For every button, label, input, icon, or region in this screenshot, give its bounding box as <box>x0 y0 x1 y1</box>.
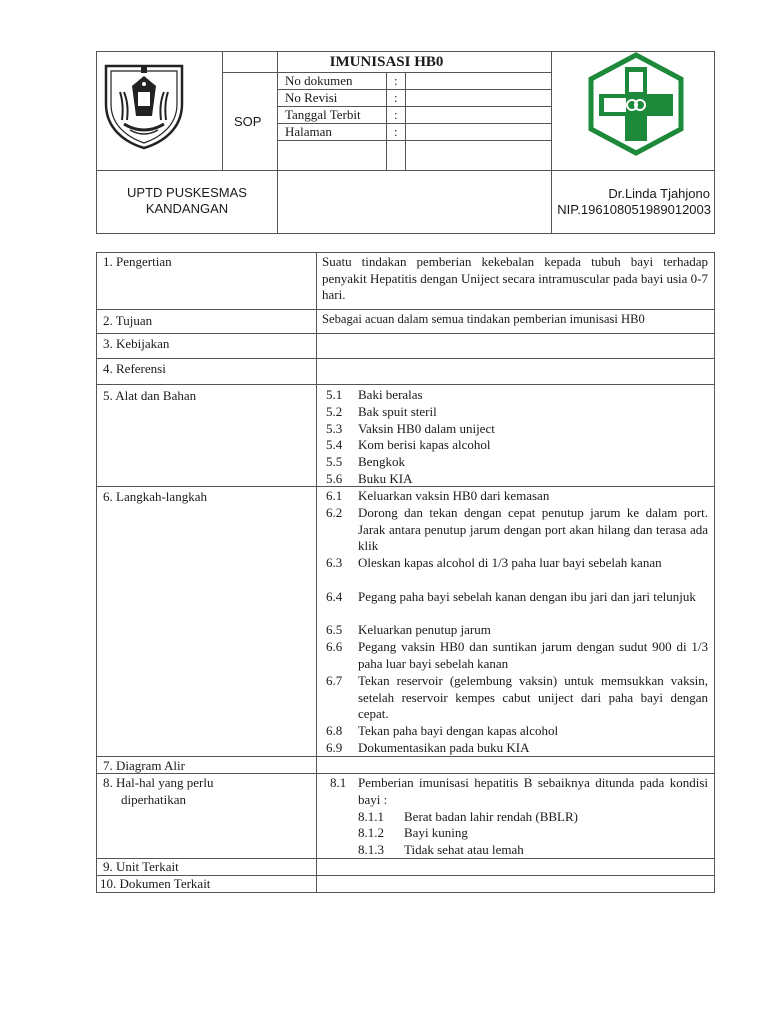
list-number: 6.3 <box>326 555 343 571</box>
list-item: Bak spuit steril <box>358 403 437 419</box>
signer-name: Dr.Linda Tjahjono <box>608 186 710 201</box>
list-item: Keluarkan penutup jarum <box>358 622 491 638</box>
row-label-pengertian: 1. Pengertian <box>103 254 172 269</box>
list-item: Pemberian imunisasi hepatitis B sebaiknya ditunda pada kondisi bayi : <box>358 775 708 807</box>
list-item: Tidak sehat atau lemah <box>404 842 524 858</box>
list-number: 6.2 <box>326 504 343 520</box>
meta-sep: : <box>394 73 398 88</box>
row-content-pengertian: Suatu tindakan pemberian kekebalan kepada tubuh bayi terhadap penyakit Hepatitis dengan Uniject secara intramuscular pada bayi usia 0-7 hari. <box>322 254 708 302</box>
list-number: 8.1.3 <box>358 842 384 858</box>
list-item: Kom berisi kapas alcohol <box>358 437 491 453</box>
meta-sep: : <box>394 124 398 139</box>
puskesmas-logo <box>585 52 687 156</box>
list-number: 6.1 <box>326 488 343 503</box>
list-item: Keluarkan vaksin HB0 dari kemasan <box>358 488 550 503</box>
list-number: 6.6 <box>326 639 343 655</box>
row-label-unit-terkait: 9. Unit Terkait <box>103 859 179 874</box>
regional-emblem-logo <box>100 58 188 150</box>
org-name-line1: UPTD PUSKESMAS <box>127 185 247 200</box>
list-number: 8.1.1 <box>358 808 384 824</box>
sop-label: SOP <box>234 114 262 129</box>
document-title: IMUNISASI HB0 <box>329 54 444 70</box>
list-number: 6.8 <box>326 723 343 739</box>
list-number: 8.1.2 <box>358 825 384 841</box>
list-item: Pegang paha bayi sebelah kanan dengan ibu jari dan jari telunjuk <box>358 588 696 604</box>
list-item: Baki beralas <box>358 387 423 402</box>
list-item: Tekan reservoir (gelembung vaksin) untuk memsukkan vaksin, setelah reservoir kempes cabut uniject dari paha bayi dengan cepat. <box>358 672 708 722</box>
list-number: 5.6 <box>326 471 343 486</box>
row-label-kebijakan: 3. Kebijakan <box>103 336 170 351</box>
list-item: Dorong dan tekan dengan cepat penutup jarum ke dalam port. Jarak antara penutup jarum dengan port akan hilang dan terasa ada klik <box>358 504 708 554</box>
meta-label-no-dokumen: No dokumen <box>285 73 353 88</box>
list-number: 5.3 <box>326 420 343 436</box>
list-number: 5.4 <box>326 437 343 453</box>
list-item: Dokumentasikan pada buku KIA <box>358 740 530 755</box>
row-label-alat-dan-bahan: 5. Alat dan Bahan <box>103 388 197 403</box>
list-item: Vaksin HB0 dalam uniject <box>358 420 495 436</box>
list-number: 6.7 <box>326 672 343 688</box>
meta-sep: : <box>394 107 398 122</box>
meta-sep: : <box>394 90 398 105</box>
list-item: Pegang vaksin HB0 dan suntikan jarum dengan sudut 900 di 1/3 paha luar bayi sebelah kanan <box>358 639 708 671</box>
list-number: 6.4 <box>326 588 343 604</box>
list-item: Bengkok <box>358 454 405 470</box>
list-item: Tekan paha bayi dengan kapas alcohol <box>358 723 559 739</box>
row-label-diperhatikan: diperhatikan <box>121 792 186 807</box>
list-number: 5.2 <box>326 403 343 419</box>
list-item: Bayi kuning <box>404 825 468 841</box>
org-name-line2: KANDANGAN <box>145 201 229 216</box>
row-content-tujuan: Sebagai acuan dalam semua tindakan pemberian imunisasi HB0 <box>322 312 645 326</box>
list-item: Oleskan kapas alcohol di 1/3 paha luar bayi sebelah kanan <box>358 555 662 571</box>
row-label-referensi: 4. Referensi <box>103 361 166 376</box>
meta-label-tanggal-terbit: Tanggal Terbit <box>285 107 361 122</box>
list-number: 8.1 <box>330 775 347 790</box>
row-label-diagram-alir: 7. Diagram Alir <box>103 758 185 773</box>
meta-label-no-revisi: No Revisi <box>285 90 338 105</box>
list-number: 5.1 <box>326 387 343 402</box>
list-item: Buku KIA <box>358 471 413 486</box>
row-label-hal-hal: 8. Hal-hal yang perlu <box>103 775 214 790</box>
list-number: 6.9 <box>326 740 343 755</box>
list-item: Berat badan lahir rendah (BBLR) <box>404 808 578 824</box>
row-label-langkah-langkah: 6. Langkah-langkah <box>103 489 207 504</box>
list-number: 5.5 <box>326 454 343 470</box>
meta-label-halaman: Halaman <box>285 124 332 139</box>
row-label-dokumen-terkait: 10. Dokumen Terkait <box>100 876 211 891</box>
row-label-tujuan: 2. Tujuan <box>103 313 153 328</box>
signer-nip: NIP.196108051989012003 <box>557 202 711 217</box>
list-number: 6.5 <box>326 622 343 638</box>
